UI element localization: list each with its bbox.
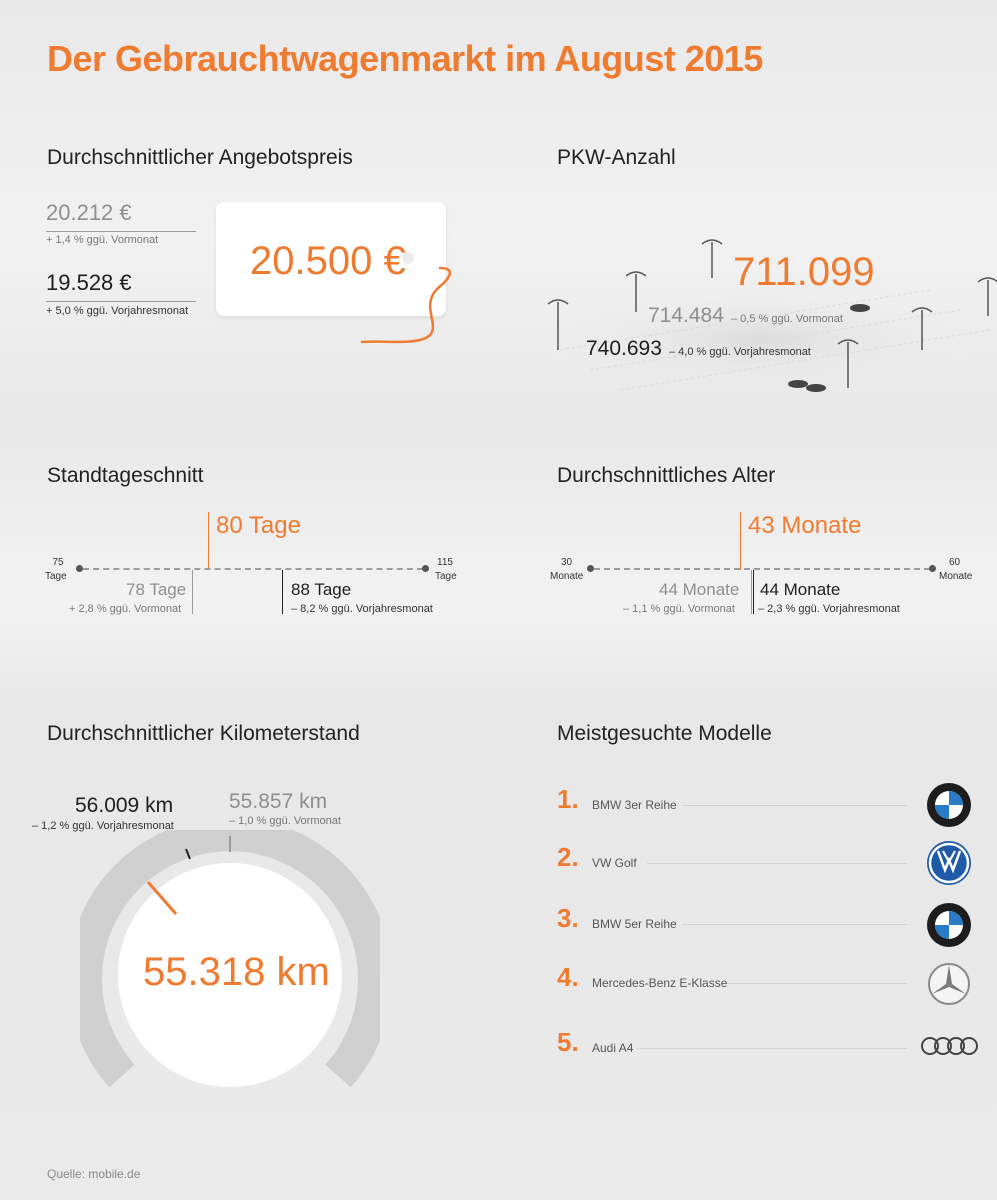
divider: [46, 301, 196, 302]
age-prev-year-value: 44 Monate: [760, 580, 841, 599]
divider: [647, 863, 907, 864]
standing-scale-line: [83, 568, 423, 570]
bmw-logo-icon: [926, 782, 972, 828]
model-name: BMW 5er Reihe: [592, 917, 677, 931]
age-current-marker: [740, 512, 741, 570]
standing-scale-min: 75: [52, 557, 64, 568]
models-heading: Meistgesuchte Modelle: [557, 722, 772, 745]
standing-scale-min-dot: [76, 565, 83, 572]
price-prev-month-change: + 1,4 % ggü. Vormonat: [46, 234, 159, 246]
audi-logo-icon: [920, 1034, 980, 1058]
age-scale-max-dot: [929, 565, 936, 572]
standing-prev-year-change: – 8,2 % ggü. Vorjahresmonat: [291, 603, 433, 615]
age-prev-year-change: – 2,3 % ggü. Vorjahresmonat: [758, 603, 900, 615]
divider: [682, 924, 907, 925]
mileage-current: 55.318 km: [143, 950, 330, 994]
age-scale-min-dot: [587, 565, 594, 572]
standing-prev-month-change: + 2,8 % ggü. Vormonat: [69, 603, 182, 615]
source-note: Quelle: mobile.de: [47, 1167, 141, 1181]
model-name: Mercedes-Benz E-Klasse: [592, 976, 728, 990]
list-item: [557, 962, 987, 1006]
list-item: [557, 903, 987, 947]
list-item: [557, 842, 987, 886]
price-prev-month-value: 20.212 €: [46, 200, 132, 225]
age-scale-min: 30: [561, 557, 573, 568]
price-heading: Durchschnittlicher Angebotspreis: [47, 146, 353, 169]
mercedes-logo-icon: [926, 961, 972, 1007]
age-prev-year-marker: [753, 570, 754, 614]
standing-scale-min-unit: Tage: [45, 571, 67, 582]
mileage-prev-year-value: 56.009 km: [75, 794, 174, 817]
cars-current: 711.099: [733, 250, 875, 294]
mileage-prev-month-value: 55.857 km: [229, 790, 328, 813]
standing-prev-year-marker: [282, 570, 283, 614]
cars-prev-month-value: 714.484: [648, 304, 724, 327]
vw-logo-icon: [926, 840, 972, 886]
price-current: 20.500 €: [250, 239, 406, 283]
standing-heading: Standtageschnitt: [47, 464, 204, 487]
model-name: VW Golf: [592, 856, 637, 870]
age-scale-max: 60: [949, 557, 961, 568]
age-current: 43 Monate: [748, 512, 862, 539]
standing-prev-month-marker: [192, 570, 193, 614]
cars-heading: PKW-Anzahl: [557, 146, 676, 169]
model-rank: 5.: [557, 1027, 579, 1057]
cars-prev-year-value: 740.693: [586, 337, 662, 360]
bmw-logo-icon: [926, 902, 972, 948]
price-prev-year-value: 19.528 €: [46, 270, 132, 295]
divider: [46, 231, 196, 232]
age-heading: Durchschnittliches Alter: [557, 464, 776, 487]
model-name: Audi A4: [592, 1041, 634, 1055]
age-prev-month-change: – 1,1 % ggü. Vormonat: [623, 603, 735, 615]
model-name: BMW 3er Reihe: [592, 798, 677, 812]
mileage-prev-month-change: – 1,0 % ggü. Vormonat: [229, 815, 341, 827]
age-prev-month-value: 44 Monate: [659, 580, 740, 599]
divider: [682, 805, 907, 806]
age-scale-max-unit: Monate: [939, 571, 973, 582]
divider: [727, 983, 907, 984]
standing-prev-month-value: 78 Tage: [126, 580, 187, 599]
standing-current-marker: [208, 512, 209, 570]
model-rank: 3.: [557, 903, 579, 933]
age-scale-min-unit: Monate: [550, 571, 584, 582]
cars-prev-year-change: – 4,0 % ggü. Vorjahresmonat: [669, 346, 811, 358]
standing-scale-max-dot: [422, 565, 429, 572]
standing-scale-max: 115: [437, 557, 453, 568]
age-prev-month-marker: [751, 570, 752, 614]
standing-prev-year-value: 88 Tage: [291, 580, 352, 599]
model-rank: 4.: [557, 962, 579, 992]
cars-prev-month-change: – 0,5 % ggü. Vormonat: [731, 313, 843, 325]
standing-scale-max-unit: Tage: [435, 571, 457, 582]
price-prev-year-change: + 5,0 % ggü. Vorjahresmonat: [46, 305, 189, 317]
standing-current: 80 Tage: [216, 512, 301, 539]
model-rank: 2.: [557, 842, 579, 872]
mileage-prev-year-change: – 1,2 % ggü. Vorjahresmonat: [32, 820, 174, 832]
model-rank: 1.: [557, 784, 579, 814]
divider: [637, 1048, 907, 1049]
mileage-heading: Durchschnittlicher Kilometerstand: [47, 722, 360, 745]
page-title: Der Gebrauchtwagenmarkt im August 2015: [47, 38, 763, 79]
list-item: [557, 784, 987, 828]
age-scale-line: [594, 568, 930, 570]
